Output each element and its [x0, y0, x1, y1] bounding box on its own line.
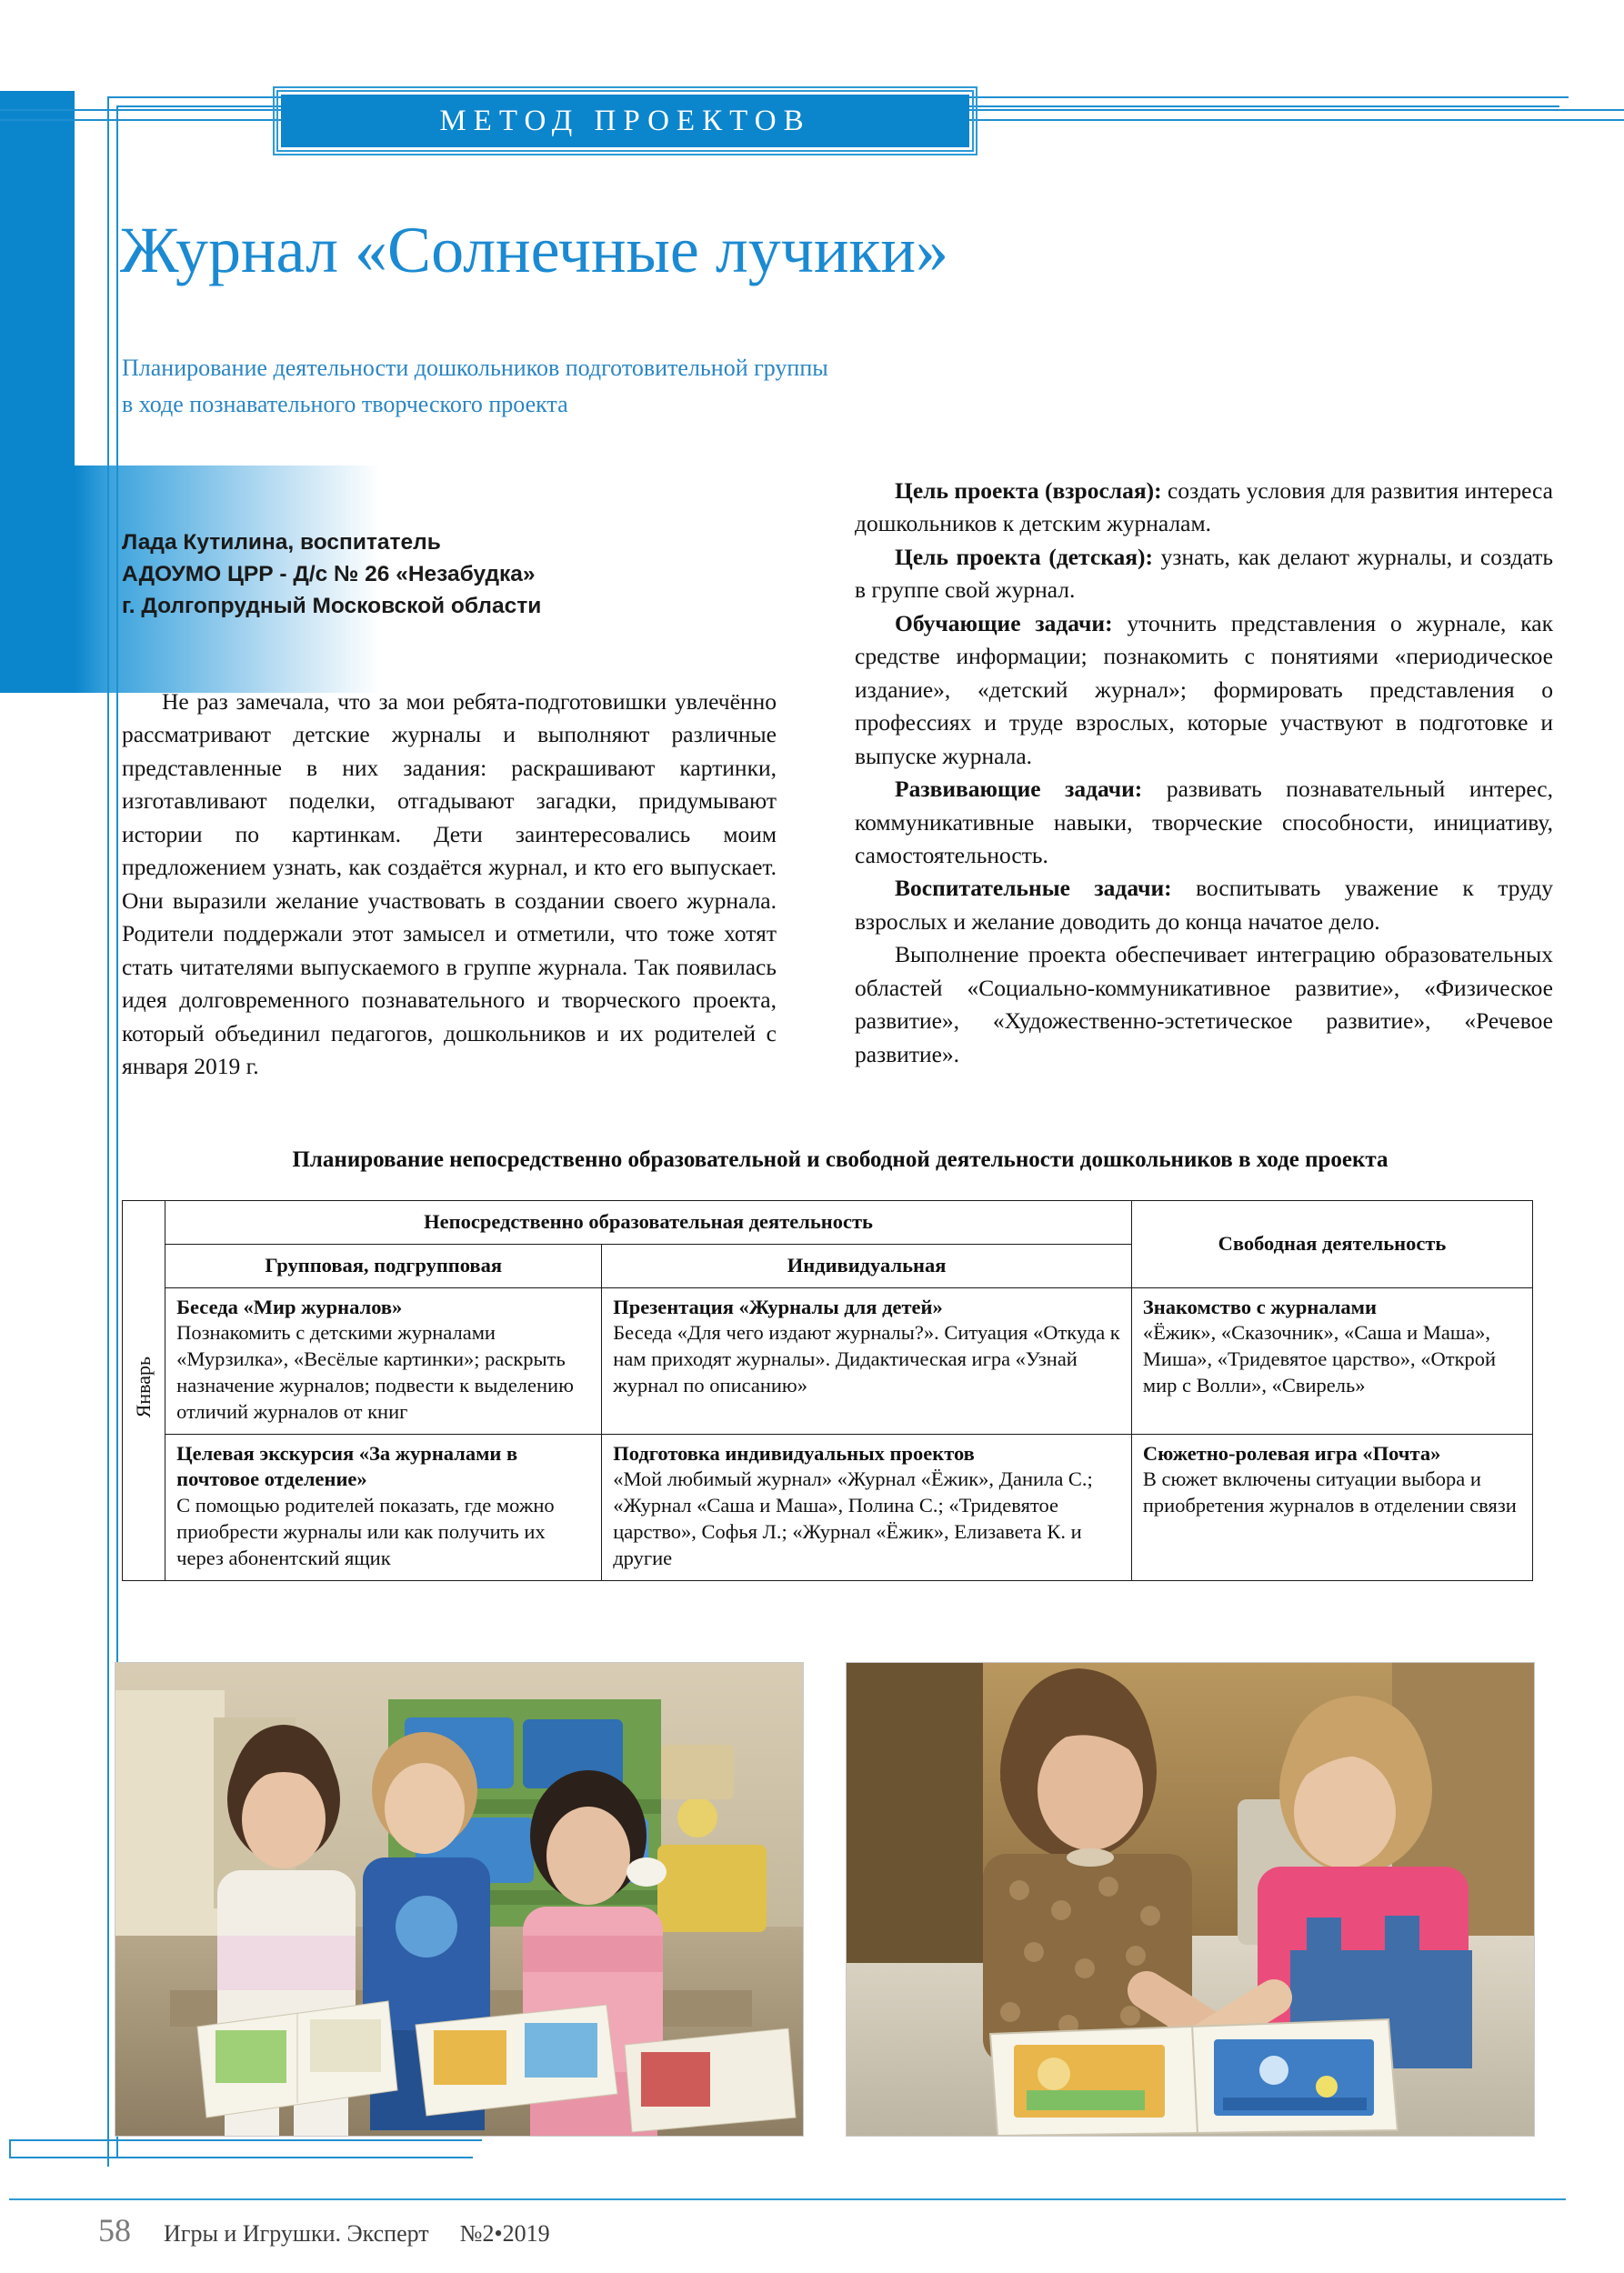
- photo-two-girls-reading: [846, 1662, 1535, 2137]
- photo-left-illustration: [115, 1663, 803, 2136]
- tasks-upbringing-text: воспитывать уважение к труду взрослых и желание доводить до конца начатое дело.: [855, 875, 1553, 935]
- page-subtitle: [122, 350, 1213, 424]
- table-row: [123, 1287, 1533, 1434]
- integration-paragraph: [855, 938, 1553, 1071]
- row1-group-cell: [165, 1287, 602, 1434]
- row2-group-title: Целевая экскурсия «За журналами в почтовое отделение»: [176, 1441, 518, 1491]
- row2-free-title: Сюжетно-ролевая игра «Почта»: [1142, 1441, 1441, 1465]
- goal-adult-lead: Цель проекта (взрослая):: [895, 477, 1162, 504]
- integration-text: Выполнение проекта обеспечивает интеграцию образовательных областей «Социально-коммуникативное развитие», «Физическое развитие», «Художественно-эстетическое развитие», «Речевое развитие».: [855, 941, 1553, 1067]
- goal-adult: [855, 475, 1553, 541]
- tasks-upbringing-lead: Воспитательные задачи:: [895, 875, 1172, 902]
- header-free-activity: Свободная деятельность: [1131, 1201, 1532, 1288]
- row2-free-cell: [1131, 1434, 1532, 1580]
- table-header-row-1: [123, 1201, 1533, 1245]
- frame-bottom-cap-inner: [9, 2157, 473, 2158]
- badge-fill: [281, 95, 969, 147]
- subtitle-line-2: в ходе познавательного творческого проекта: [122, 391, 568, 418]
- rubric-badge: [273, 86, 977, 155]
- table-row: [123, 1434, 1533, 1580]
- author-block: [122, 527, 704, 622]
- row1-group-title: Беседа «Мир журналов»: [176, 1295, 403, 1318]
- row2-individual-cell: [602, 1434, 1132, 1580]
- photo-right-illustration: [847, 1663, 1534, 2136]
- row1-individual-cell: [602, 1287, 1132, 1434]
- row2-group-cell: [165, 1434, 602, 1580]
- goal-child: [855, 541, 1553, 607]
- month-label: Январь: [132, 1356, 155, 1418]
- tasks-learning: [855, 607, 1553, 773]
- rubric-label: МЕТОД ПРОЕКТОВ: [439, 104, 811, 137]
- tasks-learning-text: уточнить представления о журнале, как средстве информации; познакомить с понятиями «периодическое издание», «детский журнал»; формировать представления о профессиях и труде взрослых, которые участвуют в подготовке и выпуске журнала.: [855, 609, 1553, 769]
- row1-free-text: «Ёжик», «Сказочник», «Саша и Маша», Миша», «Тридевятое царство», «Открой мир с Волли», «Свирель»: [1142, 1321, 1497, 1397]
- tasks-upbringing: [855, 872, 1553, 938]
- header-group-subgroup: Групповая, подгрупповая: [165, 1244, 602, 1287]
- frame-bottom-cap-outer: [9, 2139, 482, 2141]
- tasks-learning-lead: Обучающие задачи:: [895, 609, 1113, 636]
- frame-bottom-connector: [9, 2139, 11, 2158]
- photo-children-reading-magazines: [115, 1662, 804, 2137]
- page-title: Журнал «Солнечные лучики»: [120, 214, 949, 286]
- tasks-developing: [855, 773, 1553, 872]
- planning-table: [122, 1200, 1533, 1581]
- row1-individual-title: Презентация «Журналы для детей»: [613, 1295, 943, 1318]
- page-footer: [98, 2211, 550, 2249]
- author-organization: АДОУМО ЦРР - Д/с № 26 «Незабудка»: [122, 561, 536, 586]
- subtitle-line-1: Планирование деятельности дошкольников подготовительной группы: [122, 355, 828, 381]
- month-cell: [123, 1201, 165, 1581]
- footer-rule: [9, 2198, 1566, 2200]
- tasks-developing-lead: Развивающие задачи:: [895, 776, 1143, 803]
- tasks-developing-text: развивать познавательный интерес, коммуникативные навыки, творческие способности, инициативу, самостоятельность.: [855, 776, 1553, 868]
- intro-paragraph: Не раз замечала, что за мои ребята-подготовишки увлечённо рассматривают детские журналы и выполняют различные представленные в них задания: раскрашивают картинки, изготавливают поделки, отгадывают загадки, придумывают истории по картинкам. Дети заинтересовались моим предложением узнать, как создаётся журнал, и кто его выпускает. Они выразили желание участвовать в создании своего журнала. Родители поддержали этот замысел и отметили, что тоже хотят стать читателями выпускаемого в группе журнала. Так появилась идея долговременного познавательного и творческого проекта, который объединил педагогов, дошкольников и их родителей с января 2019 г.: [122, 688, 777, 1079]
- goal-adult-text: создать условия для развития интереса дошкольников к детским журналам.: [855, 477, 1553, 537]
- row2-free-text: В сюжет включены ситуации выбора и приобретения журналов в отделении связи: [1142, 1467, 1517, 1517]
- row2-individual-title: Подготовка индивидуальных проектов: [613, 1441, 975, 1465]
- row2-group-text: С помощью родителей показать, где можно приобрести журналы или как получить их через абонентский ящик: [176, 1494, 555, 1569]
- page-number: 58: [98, 2212, 131, 2248]
- issue-number: №2•2019: [459, 2220, 550, 2247]
- table-caption: Планирование непосредственно образовательной и свободной деятельности дошкольников в ходе проекта: [292, 1147, 1388, 1172]
- goal-child-text: узнать, как делают журналы, и создать в группе свой журнал.: [855, 543, 1554, 604]
- header-individual: Индивидуальная: [602, 1244, 1132, 1287]
- magazine-name: Игры и Игрушки. Эксперт: [164, 2220, 429, 2247]
- row2-individual-text: «Мой любимый журнал» «Журнал «Ёжик», Данила С.; «Журнал «Саша и Маша», Полина С.; «Тридевятое царство», Софья Л.; «Журнал «Ёжик», Елизавета К. и другие: [613, 1467, 1093, 1569]
- row1-free-cell: [1131, 1287, 1532, 1434]
- author-city: г. Долгопрудный Московской области: [122, 593, 542, 618]
- goal-child-lead: Цель проекта (детская):: [895, 543, 1154, 570]
- body-column-left: [122, 686, 777, 1083]
- row1-individual-text: Беседа «Для чего издают журналы?». Ситуация «Откуда к нам приходят журналы». Дидактическая игра «Узнай журнал по описанию»: [613, 1321, 1120, 1397]
- left-accent-block: [0, 91, 75, 466]
- author-name: Лада Кутилина, воспитатель: [122, 530, 441, 555]
- body-column-right: [855, 475, 1553, 1071]
- row1-free-title: Знакомство с журналами: [1142, 1295, 1377, 1318]
- row1-group-text: Познакомить с детскими журналами «Мурзилка», «Весёлые картинки»; раскрыть назначение журналов; подвести к выделению отличий журналов от книг: [176, 1321, 574, 1423]
- header-direct-activity: Непосредственно образовательная деятельность: [165, 1201, 1132, 1245]
